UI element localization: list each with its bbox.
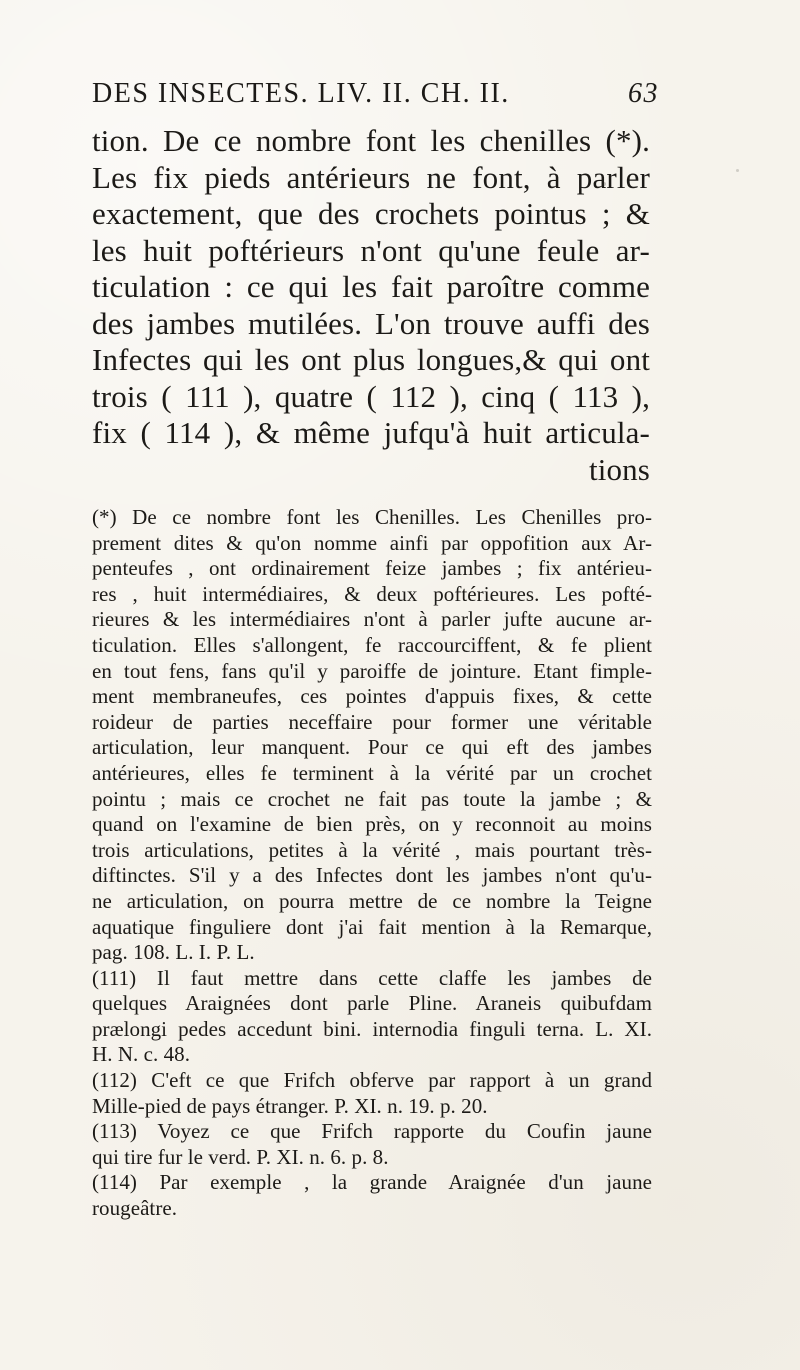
running-header [92, 78, 659, 116]
footnote-line-8: ment membraneufes, ces pointes d'appuis fixes, & cette [92, 684, 652, 709]
main-line-6: des jambes mutilées. L'on trouve auffi des [92, 305, 650, 341]
footnote-line-14: trois articulations, petites à la vérité , mais pourtant très- [92, 837, 652, 862]
main-line-8: trois ( 111 ), quatre ( 112 ), cinq ( 113 ), [92, 378, 650, 414]
header-title: DES INSECTES. LIV. II. CH. II. [92, 78, 510, 109]
page-number: 63 [628, 78, 659, 109]
footnote-line-24: Mille-pied de pays étranger. P. XI. n. 19. p. 20. [92, 1093, 488, 1118]
footnote-line-28: rougeâtre. [92, 1196, 178, 1221]
footnote-line-27: (114) Par exemple , la grande Araignée d'un jaune [92, 1170, 652, 1195]
main-line-5: ticulation : ce qui les fait paroître comme [92, 269, 650, 304]
footnote-line-25: (113) Voyez ce que Frifch rapporte du Coufin jaune [92, 1119, 652, 1144]
footnotes [92, 505, 652, 1222]
footnote-line-17: aquatique finguliere dont j'ai fait mention à la Remarque, [92, 914, 652, 939]
footnote-line-22: H. N. c. 48. [92, 1042, 191, 1067]
footnote-line-20: quelques Araignées dont parle Pline. Araneis quibufdam [92, 991, 652, 1016]
main-line-10: tions [588, 451, 650, 487]
ink-speck [602, 182, 606, 186]
footnote-line-18: pag. 108. L. I. P. L. [92, 940, 255, 965]
main-paragraph [92, 123, 650, 488]
footnote-line-12: pointu ; mais ce crochet ne fait pas toute la jambe ; & [92, 786, 652, 811]
footnote-line-1: (*) De ce nombre font les Chenilles. Les Chenilles pro- [92, 505, 652, 529]
footnote-line-4: res , huit intermédiaires, & deux poftérieures. Les pofté- [92, 581, 652, 606]
footnote-line-19: (111) Il faut mettre dans cette claffe les jambes de [92, 965, 652, 990]
footnote-line-13: quand on l'examine de bien près, on y reconnoit au moins [92, 812, 652, 837]
footnote-line-23: (112) C'eft ce que Frifch obferve par rapport à un grand [92, 1068, 652, 1093]
footnote-line-9: roideur de parties neceffaire pour former une véritable [92, 709, 652, 734]
main-line-3: exactement, que des crochets pointus ; & [92, 196, 650, 231]
footnote-line-21: prælongi pedes accedunt bini. internodia finguli terna. L. XI. [92, 1016, 652, 1041]
footnote-line-3: penteufes , ont ordinairement feize jambes ; fix antérieu- [92, 556, 652, 581]
main-line-9: fix ( 114 ), & même jufqu'à huit articula- [92, 415, 650, 450]
main-line-1: tion. De ce nombre font les chenilles (*). [92, 123, 650, 158]
footnote-line-11: antérieures, elles fe terminent à la vérité par un crochet [92, 760, 652, 785]
footnote-line-5: rieures & les intermédiaires n'ont à parler jufte aucune ar- [92, 607, 652, 632]
footnote-line-15: diftinctes. S'il y a des Infectes dont les jambes n'ont qu'u- [92, 863, 652, 888]
footnote-line-10: articulation, leur manquent. Pour ce qui eft des jambes [92, 735, 652, 760]
ink-speck [736, 169, 739, 172]
footnote-line-6: ticulation. Elles s'allongent, fe raccourciffent, & fe plient [92, 632, 652, 657]
footnote-line-7: en tout fens, fans qu'il y paroiffe de jointure. Etant fimple- [92, 658, 652, 683]
main-line-7: Infectes qui les ont plus longues,& qui ont [92, 342, 650, 377]
main-line-4: les huit poftérieurs n'ont qu'une feule ar- [92, 232, 650, 268]
footnote-line-26: qui tire fur le verd. P. XI. n. 6. p. 8. [92, 1144, 389, 1169]
footnote-line-2: prement dites & qu'on nomme ainfi par oppofition aux Ar- [92, 530, 652, 555]
footnote-line-16: ne articulation, on pourra mettre de ce nombre la Teigne [92, 888, 652, 913]
main-line-2: Les fix pieds antérieurs ne font, à parler [92, 159, 650, 195]
